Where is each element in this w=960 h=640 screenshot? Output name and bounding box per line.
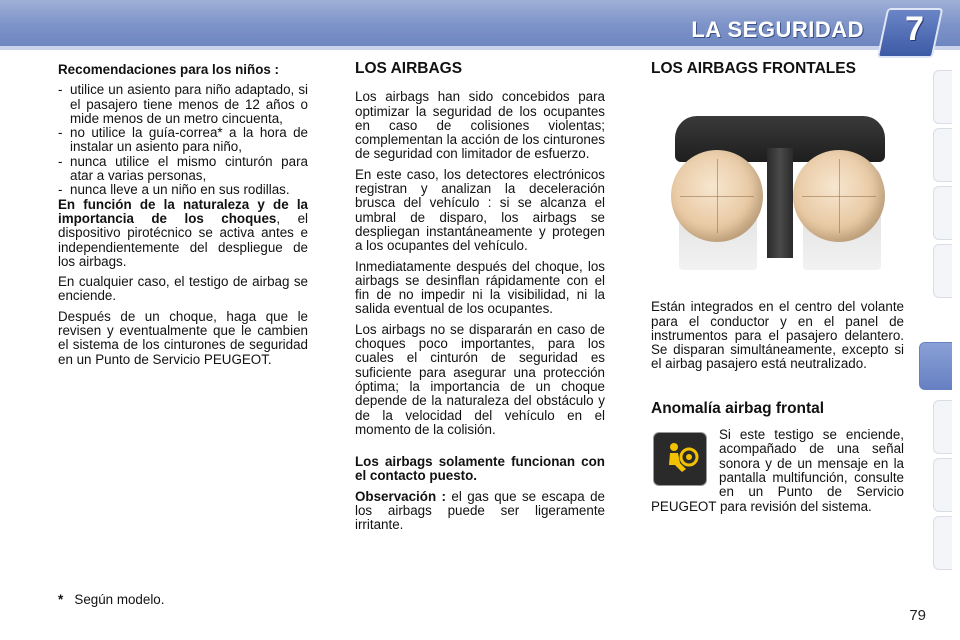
section-title-airbags: LOS AIRBAGS xyxy=(355,60,463,77)
side-tab[interactable] xyxy=(933,400,952,454)
column-left xyxy=(58,63,308,373)
column-middle xyxy=(355,62,605,539)
anomaly-block xyxy=(651,428,904,514)
observation-text: el gas que se escapa de los airbags puede ser ligeramente irritante. xyxy=(355,488,605,533)
side-tabs xyxy=(930,70,952,570)
side-tab[interactable] xyxy=(933,70,952,124)
paragraph: Los airbags no se dispararán en caso de choques poco importantes, para los cuales el cinturón de seguridad es suficiente para asegurar una protección óptima; la importancia de un choque depende de la naturaleza del obstáculo y de la velocidad del vehículo en el momento de la colisión. xyxy=(355,321,605,437)
side-tab[interactable] xyxy=(933,458,952,512)
list-item: - utilice un asiento para niño adaptado, si el pasajero tiene menos de 12 años o mide menos de un metro cincuenta, xyxy=(58,83,308,126)
observation-paragraph xyxy=(355,490,605,533)
footnote xyxy=(58,592,164,607)
chapter-number: 7 xyxy=(905,10,924,48)
pyrotechnic-text: , el dispositivo pirotécnico se activa antes e independientemente del despliegue de los airbags. xyxy=(58,210,308,269)
observation-label: Observación : xyxy=(355,488,446,504)
column-right xyxy=(651,62,904,514)
pyrotechnic-paragraph xyxy=(58,198,308,269)
airbag-warning-icon xyxy=(653,432,707,486)
pyrotechnic-bold: En función de la naturaleza y de la importancia de los choques xyxy=(58,196,308,226)
ignition-note: Los airbags solamente funcionan con el contacto puesto. xyxy=(355,454,605,484)
side-tab[interactable] xyxy=(933,128,952,182)
section-title-frontal-airbags: LOS AIRBAGS FRONTALES xyxy=(651,60,856,77)
airbag-illustration xyxy=(657,108,897,278)
side-tab-active[interactable] xyxy=(919,342,952,390)
paragraph: En cualquier caso, el testigo de airbag se enciende. xyxy=(58,274,308,304)
side-tab[interactable] xyxy=(933,244,952,298)
paragraph: Después de un choque, haga que le revisen y eventualmente que le cambien el sistema de los cinturones de seguridad en un Punto de Servicio PEUGEOT. xyxy=(58,308,308,367)
page-number: 79 xyxy=(909,607,926,624)
list-item: - nunca utilice el mismo cinturón para atar a varias personas, xyxy=(58,155,308,184)
section-title-anomaly: Anomalía airbag frontal xyxy=(651,399,825,417)
anomaly-text: Si este testigo se enciende, acompañado de una señal sonora y de un mensaje en la pantalla multifunción, consulte en un Punto de Servicio PEUGEOT para revisión del sistema. xyxy=(651,427,904,514)
paragraph: Están integrados en el centro del volante para el conductor y en el panel de instrumentos para el pasajero delantero. Se disparan simultáneamente, excepto si el airbag pasajero está neutralizado. xyxy=(651,299,904,372)
header-stripe xyxy=(0,46,960,50)
list-item: - no utilice la guía-correa* a la hora de instalar un asiento para niño, xyxy=(58,126,308,155)
footnote-marker: * xyxy=(58,592,64,607)
side-tab[interactable] xyxy=(933,186,952,240)
side-tab[interactable] xyxy=(933,516,952,570)
airbag-driver xyxy=(671,150,763,242)
recommendations-list xyxy=(58,83,308,197)
footnote-text: Según modelo. xyxy=(74,592,165,607)
paragraph: Los airbags han sido concebidos para optimizar la seguridad de los ocupantes en caso de colisiones violentas; complementan la acción de los cinturones de seguridad con limitador de esfuerzo. xyxy=(355,89,605,162)
list-item: - nunca lleve a un niño en sus rodillas. xyxy=(58,183,308,197)
paragraph: Inmediatamente después del choque, los airbags se desinflan rápidamente con el fin de no impedir ni la visibilidad, ni la salida eventual de los ocupantes. xyxy=(355,258,605,317)
recommendations-title: Recomendaciones para los niños : xyxy=(58,62,280,77)
airbag-passenger xyxy=(793,150,885,242)
page-title: LA SEGURIDAD xyxy=(691,17,864,42)
center-console xyxy=(767,148,793,258)
paragraph: En este caso, los detectores electrónicos registran y analizan la deceleración brusca del vehículo : si se alcanza el umbral de disparo, los airbags se despliegan instantáneamente y protegen a los ocupantes del vehículo. xyxy=(355,166,605,254)
